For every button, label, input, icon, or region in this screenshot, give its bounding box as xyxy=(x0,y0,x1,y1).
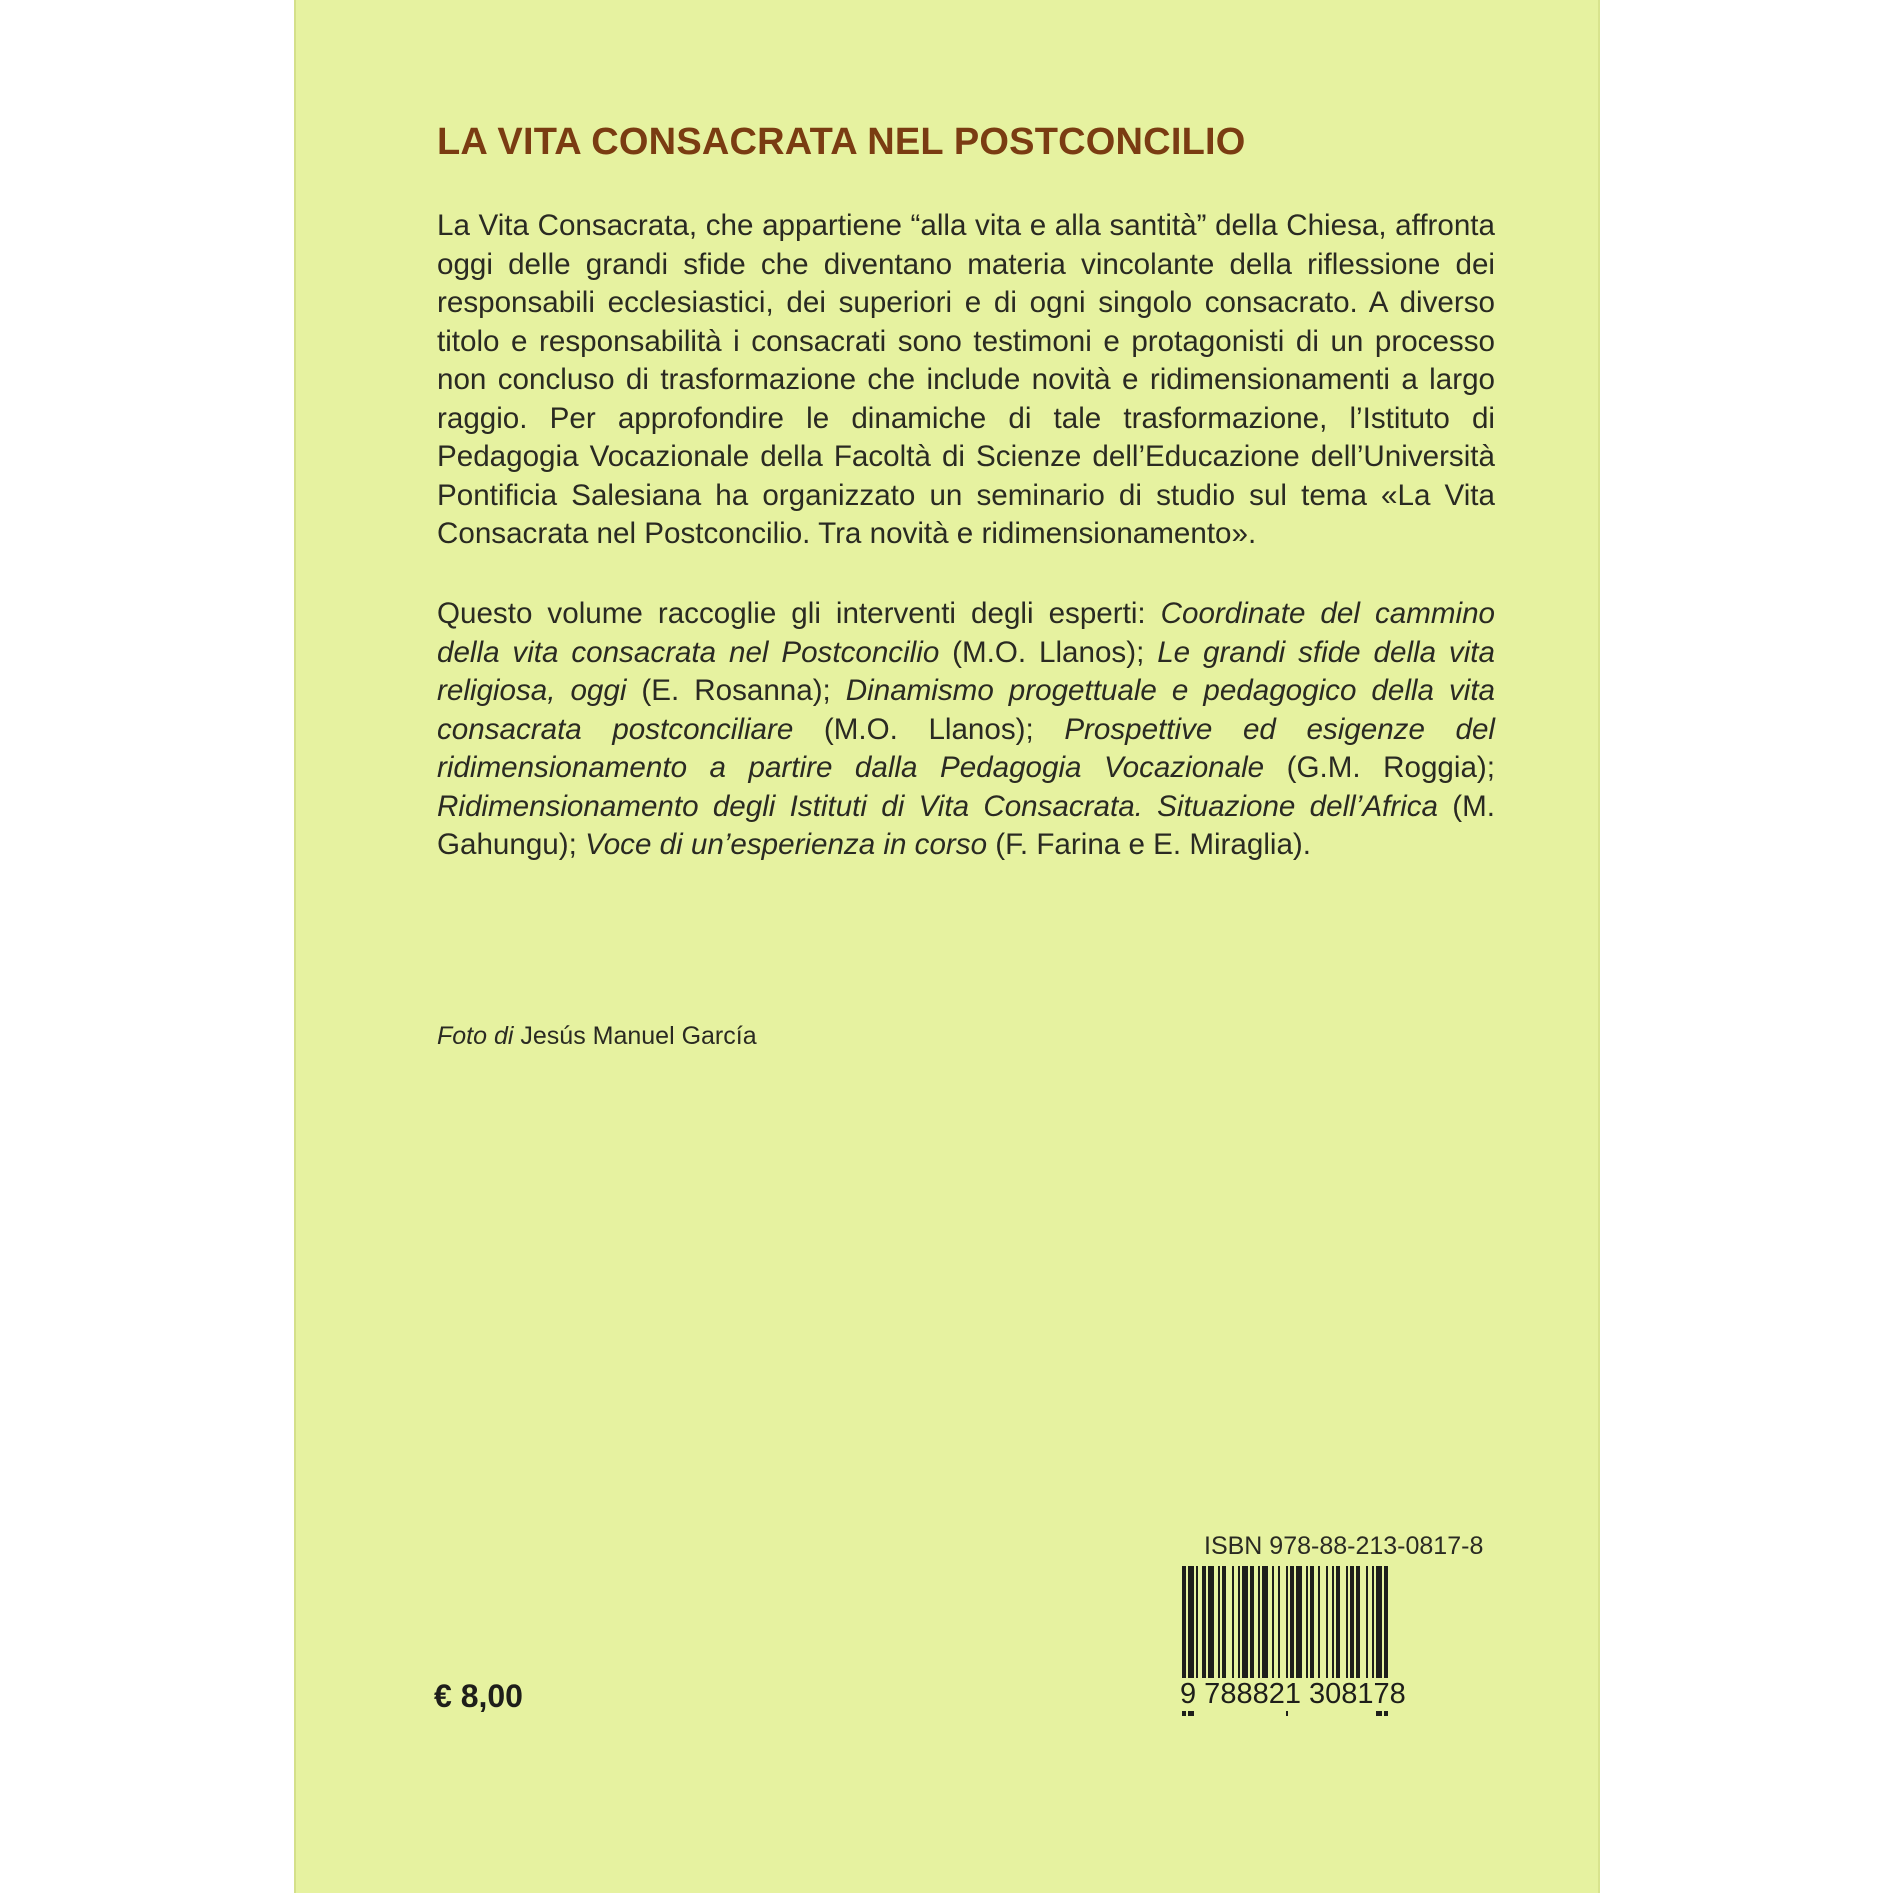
photo-credit-name: Jesús Manuel García xyxy=(513,1022,757,1050)
chapter-author: (E. Rosanna); xyxy=(626,674,846,707)
chapter-author: (M.O. Llanos); xyxy=(793,712,1065,746)
chapter-title: Ridimensionamento degli Istituti di Vita Consacrata. Situazione dell’Africa xyxy=(437,789,1438,823)
chapter-title: Dinamismo progettuale e pedagogico della vita consacrata postconciliare xyxy=(437,674,1495,746)
photo-credit-prefix: Foto di xyxy=(437,1022,514,1050)
contents-intro: Questo volume raccoglie gli interventi degli esperti: xyxy=(437,597,1161,630)
chapter-title: Prospettive ed esigenze del ridimensionamento a partire dalla Pedagogia Vocazionale xyxy=(437,712,1495,784)
chapter-title: Le grandi sfide della vita religiosa, oggi xyxy=(437,635,1495,707)
chapter-author: (M. Gahungu); xyxy=(437,789,1495,861)
book-title: LA VITA CONSACRATA NEL POSTCONCILIO xyxy=(437,121,1246,163)
isbn-label: ISBN 978-88-213-0817-8 xyxy=(1204,1532,1484,1560)
price-label: € 8,00 xyxy=(434,1678,523,1714)
barcode-digits: 9 788821 308178 xyxy=(1180,1678,1406,1710)
contents-text xyxy=(437,595,1495,865)
description-text: La Vita Consacrata, che appartiene “alla vita e alla santità” della Chiesa, affronta oggi delle grandi sfide che diventano materia vincolante della riflessione dei responsabili ecclesiastici, dei superiori e di ogni singolo consacrato. A diverso titolo e responsabilità i consacrati sono testimoni e protagonisti di un processo non concluso di trasformazione che include novità e ridimensionamenti a largo raggio. Per approfondire le dinamiche di tale trasformazione, l’Istituto di Pedagogia Vocazionale della Facoltà di Scienze dell’Educazione dell’Università Pontificia Salesiana ha organizzato un seminario di studio sul tema «La Vita Consacrata nel Postconcilio. Tra novità e ridimensionamento». xyxy=(437,209,1495,550)
chapter-title: Voce di un’esperienza in corso xyxy=(585,828,988,861)
chapter-author: (F. Farina e E. Miraglia). xyxy=(987,828,1312,861)
chapter-author: (G.M. Roggia); xyxy=(1264,751,1495,784)
chapter-author: (M.O. Llanos); xyxy=(939,635,1158,669)
chapter-title: Coordinate del cammino della vita consacrata nel Postconcilio xyxy=(437,597,1495,669)
photo-credit xyxy=(437,1022,757,1051)
contents-paragraph xyxy=(437,595,1495,865)
description-paragraph xyxy=(437,207,1495,554)
